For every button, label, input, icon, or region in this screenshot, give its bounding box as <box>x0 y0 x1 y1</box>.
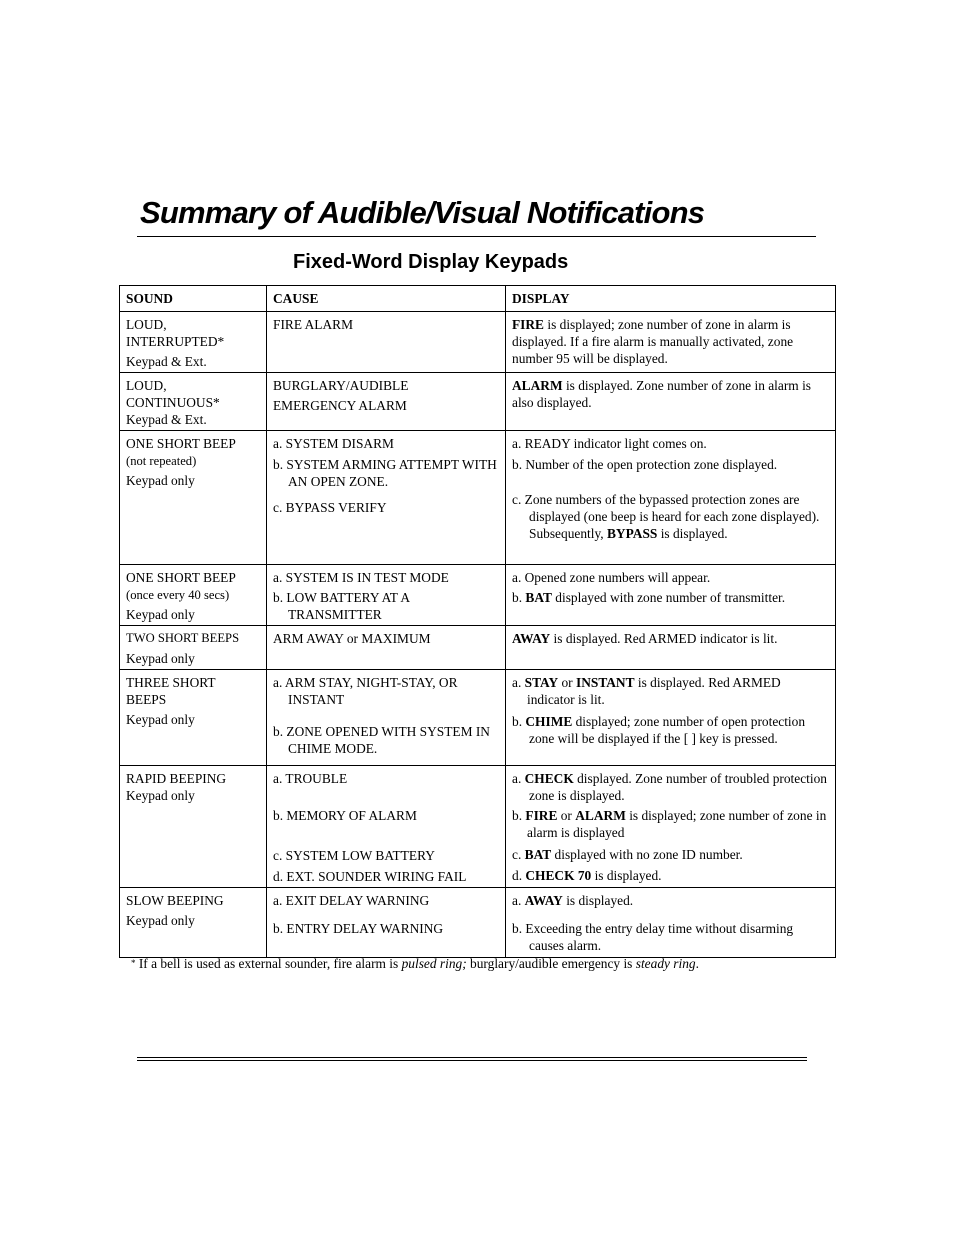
display-keyword: INSTANT <box>576 675 635 690</box>
display-keyword: AWAY <box>524 893 563 908</box>
sound-line: Keypad only <box>126 712 195 727</box>
display-text <box>512 630 831 647</box>
cause-line: d. EXT. SOUNDER WIRING FAIL <box>273 869 467 884</box>
cause-line: b. ENTRY DELAY WARNING <box>273 921 444 936</box>
sound-line: LOUD, <box>126 378 167 393</box>
table-row <box>120 565 836 626</box>
display-line <box>512 713 831 747</box>
display-keyword: CHECK <box>524 771 574 786</box>
display-cell <box>506 431 836 565</box>
display-description: displayed; zone number of open protection zone will be displayed if the [ ] key is pressed. <box>529 714 806 746</box>
footnote-emphasis: pulsed ring; <box>401 956 467 971</box>
header-cause: CAUSE <box>267 286 506 312</box>
sound-line: THREE SHORT <box>126 675 216 690</box>
display-line <box>512 892 831 909</box>
display-description: b. <box>512 590 526 605</box>
display-description: is displayed; zone number of zone in alarm is displayed. If a fire alarm is manually activated, zone number 95 will be displayed. <box>512 317 794 366</box>
display-keyword: CHECK 70 <box>525 868 592 883</box>
cause-cell <box>267 626 506 670</box>
sound-line: CONTINUOUS* <box>126 395 220 410</box>
sound-line: Keypad only <box>126 788 195 803</box>
cause-line: a. TROUBLE <box>273 771 348 786</box>
sound-line: INTERRUPTED* <box>126 334 225 349</box>
table-row <box>120 766 836 888</box>
page-title: Summary of Audible/Visual Notifications <box>140 195 705 230</box>
display-description: c. Zone numbers of the bypassed protection zones are displayed (one beep is heard for each zone displayed). Subsequently, <box>512 492 820 541</box>
cause-line: a. SYSTEM IS IN TEST MODE <box>273 570 449 585</box>
notifications-table <box>119 285 836 958</box>
cause-cell <box>267 888 506 958</box>
sound-line: RAPID BEEPING <box>126 771 227 786</box>
cause-line: FIRE ALARM <box>273 317 353 332</box>
cause-line: EMERGENCY ALARM <box>273 398 407 413</box>
display-description: d. <box>512 868 526 883</box>
display-cell <box>506 670 836 766</box>
display-cell <box>506 373 836 431</box>
table-header-row <box>120 286 836 312</box>
sound-line: Keypad only <box>126 651 195 666</box>
sound-cell <box>120 312 267 373</box>
display-keyword: AWAY <box>512 631 551 646</box>
display-description: displayed with zone number of transmitter. <box>551 590 786 605</box>
display-keyword: FIRE <box>512 317 544 332</box>
cause-line: a. EXIT DELAY WARNING <box>273 893 430 908</box>
display-line: a. READY indicator light comes on. <box>512 436 707 451</box>
footer-divider <box>137 1060 807 1061</box>
display-description: is displayed. <box>657 526 728 541</box>
display-text <box>512 377 831 411</box>
display-line <box>512 674 831 708</box>
cause-cell <box>267 373 506 431</box>
sound-cell <box>120 431 267 565</box>
cause-line: a. ARM STAY, NIGHT-STAY, OR INSTANT <box>273 675 458 707</box>
sound-line: Keypad only <box>126 913 195 928</box>
cause-cell <box>267 670 506 766</box>
display-cell <box>506 626 836 670</box>
display-line <box>512 867 831 884</box>
display-keyword: STAY <box>524 675 559 690</box>
display-line <box>512 491 831 542</box>
sound-line: Keypad only <box>126 473 195 488</box>
table-row <box>120 670 836 766</box>
sound-cell <box>120 888 267 958</box>
display-keyword: BAT <box>525 590 552 605</box>
footnote-text: If a bell is used as external sounder, fire alarm is <box>135 956 402 971</box>
display-description: c. <box>512 847 525 862</box>
table-row <box>120 626 836 670</box>
display-line: a. Opened zone numbers will appear. <box>512 570 711 585</box>
display-description: b. <box>512 808 526 823</box>
display-description: a. <box>512 893 525 908</box>
table-row <box>120 373 836 431</box>
header-display: DISPLAY <box>506 286 836 312</box>
display-line <box>512 589 831 606</box>
footnote-emphasis: steady ring <box>635 956 696 971</box>
display-description: or <box>558 675 576 690</box>
sound-line: Keypad & Ext. <box>126 354 207 369</box>
display-cell <box>506 565 836 626</box>
display-line: b. Exceeding the entry delay time without disarming causes alarm. <box>512 921 794 953</box>
cause-line: ARM AWAY or MAXIMUM <box>273 631 431 646</box>
sound-line: Keypad only <box>126 607 195 622</box>
cause-cell <box>267 766 506 888</box>
sound-line: ONE SHORT BEEP <box>126 436 236 451</box>
cause-cell <box>267 431 506 565</box>
display-description: is displayed. Zone number of zone in alarm is also displayed. <box>512 378 812 410</box>
display-line <box>512 770 831 804</box>
display-line <box>512 846 831 863</box>
display-text <box>512 316 831 367</box>
sound-cell <box>120 626 267 670</box>
footnote-text: burglary/audible emergency is <box>466 956 636 971</box>
cause-line: c. BYPASS VERIFY <box>273 500 387 515</box>
display-line: b. Number of the open protection zone displayed. <box>512 457 778 472</box>
cause-line: b. ZONE OPENED WITH SYSTEM IN CHIME MODE. <box>273 724 490 756</box>
display-description: is displayed. Red ARMED indicator is lit. <box>527 675 781 707</box>
sound-line: (not repeated) <box>126 454 197 468</box>
display-description: is displayed; zone number of zone in alarm is displayed <box>527 808 827 840</box>
display-keyword: BAT <box>524 847 552 862</box>
display-cell <box>506 888 836 958</box>
display-description: is displayed. Red ARMED indicator is lit. <box>550 631 778 646</box>
table-row <box>120 431 836 565</box>
cause-line: b. SYSTEM ARMING ATTEMPT WITH AN OPEN ZONE. <box>273 457 497 489</box>
display-description: displayed. Zone number of troubled protection zone is displayed. <box>529 771 827 803</box>
cause-line: c. SYSTEM LOW BATTERY <box>273 848 435 863</box>
display-description: or <box>557 808 576 823</box>
sound-line: Keypad & Ext. <box>126 412 207 427</box>
display-keyword: BYPASS <box>606 526 658 541</box>
cause-line: b. MEMORY OF ALARM <box>273 808 417 823</box>
title-divider <box>137 236 816 237</box>
cause-cell <box>267 565 506 626</box>
footer-divider <box>137 1057 807 1058</box>
table-row <box>120 888 836 958</box>
sound-line: SLOW BEEPING <box>126 893 224 908</box>
sound-line: BEEPS <box>126 692 167 707</box>
display-cell <box>506 312 836 373</box>
display-keyword: CHIME <box>525 714 573 729</box>
footnote-text: . <box>695 956 699 971</box>
cause-line: b. LOW BATTERY AT A TRANSMITTER <box>273 590 410 622</box>
sound-cell <box>120 670 267 766</box>
header-sound: SOUND <box>120 286 267 312</box>
cause-line: BURGLARY/AUDIBLE <box>273 378 409 393</box>
sound-cell <box>120 766 267 888</box>
display-description: a. <box>512 675 525 690</box>
display-keyword: ALARM <box>575 808 626 823</box>
sound-line: (once every 40 secs) <box>126 588 230 602</box>
table-row <box>120 312 836 373</box>
sound-line: LOUD, <box>126 317 167 332</box>
section-subtitle: Fixed-Word Display Keypads <box>293 251 569 273</box>
display-line <box>512 807 831 841</box>
footnote-mark: * <box>131 958 136 968</box>
display-description: a. <box>512 771 525 786</box>
display-description: is displayed. <box>562 893 634 908</box>
sound-line: ONE SHORT BEEP <box>126 570 236 585</box>
display-keyword: FIRE <box>525 808 558 823</box>
sound-cell <box>120 565 267 626</box>
display-cell <box>506 766 836 888</box>
cause-line: a. SYSTEM DISARM <box>273 436 394 451</box>
footnote <box>131 954 699 974</box>
display-keyword: ALARM <box>512 378 563 393</box>
sound-cell <box>120 373 267 431</box>
cause-cell <box>267 312 506 373</box>
sound-line: TWO SHORT BEEPS <box>126 631 240 645</box>
display-description: is displayed. <box>591 868 662 883</box>
display-description: b. <box>512 714 526 729</box>
display-description: displayed with no zone ID number. <box>551 847 743 862</box>
